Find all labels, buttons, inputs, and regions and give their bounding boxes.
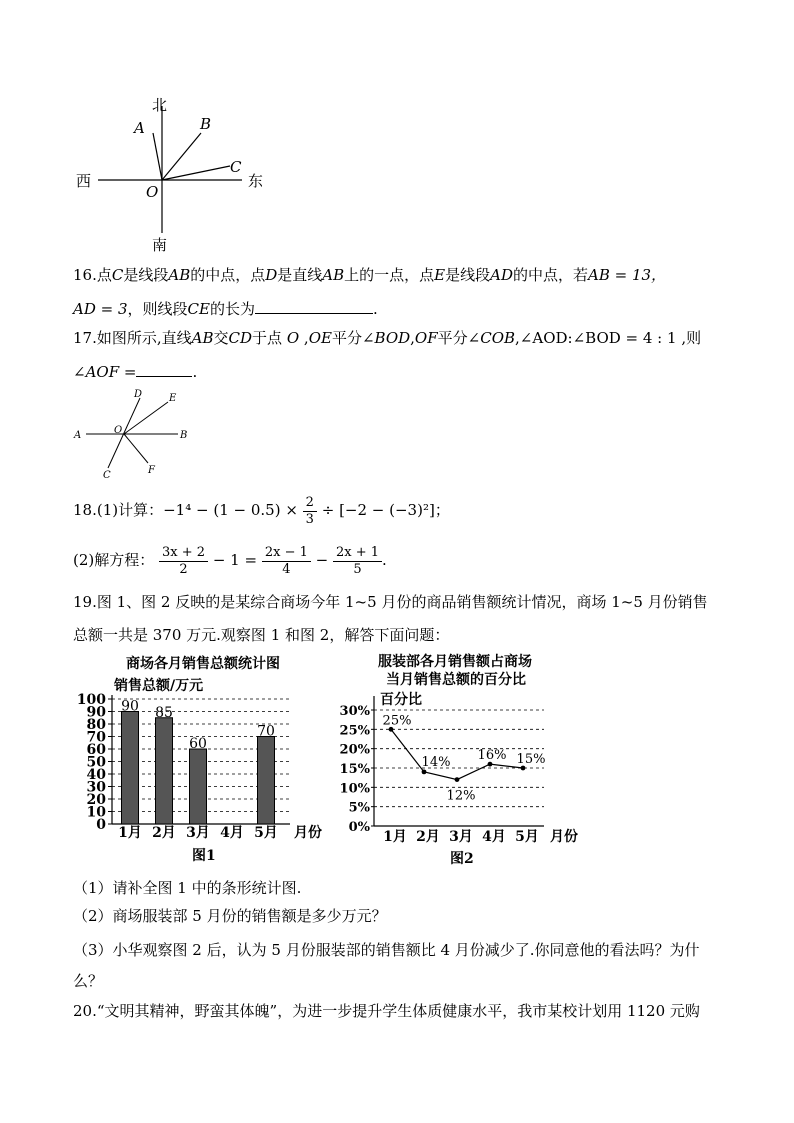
- chart1-data-label: 90: [121, 698, 139, 715]
- chart1-category-label: 5月: [254, 825, 278, 841]
- chart2-ytick-label: 20%: [339, 742, 370, 758]
- fig-label-f: F: [148, 465, 155, 476]
- line-chart-figure2: [338, 650, 598, 870]
- chart1-category-label: 1月: [118, 825, 142, 841]
- question-18-part2: (2)解方程： $\frac{3x + 2}{2}$ − 1 = $\frac{2x - 1}{4}$ − $\frac{2x + 1}{5}$ .: [73, 544, 387, 577]
- question-19-line2: 总额一共是 370 万元.观察图 1 和图 2，解答下面问题：: [73, 626, 450, 644]
- label-west: 西: [76, 172, 92, 190]
- chart2-category-label: 4月: [482, 829, 506, 845]
- chart1-data-label: 70: [257, 723, 275, 740]
- intersecting-lines-figure: [70, 386, 200, 481]
- chart2-category-label: 1月: [383, 829, 407, 845]
- chart1-ylabel: 销售总额/万元: [114, 678, 204, 694]
- question-18-part1: 18.(1)计算：−1⁴ − (1 − 0.5) × $\frac{2}{3}$ ÷ [−2 − (−3)²]；: [73, 494, 450, 527]
- chart1-bar: [190, 749, 207, 824]
- label-north: 北: [152, 96, 168, 114]
- chart1-ytick-label: 100: [76, 692, 106, 708]
- chart1-ytick-label: 0: [96, 817, 106, 833]
- question-17-line1: 17.如图所示,直线AB交CD于点 O ,OE平分∠BOD,OF平分∠COB,∠AOD:∠BOD = 4 : 1 ,则: [73, 329, 702, 347]
- fig-label-a: A: [74, 430, 82, 441]
- label-b: B: [200, 115, 212, 133]
- compass-figure: [60, 88, 290, 258]
- chart2-point: [422, 769, 427, 774]
- chart1-caption: 图1: [192, 848, 216, 864]
- chart1-ytick-label: 60: [86, 742, 106, 758]
- ray-of: [124, 434, 148, 463]
- line-cd: [108, 398, 140, 468]
- question-19-sub3-line1: （3）小华观察图 2 后，认为 5 月份服装部的销售额比 4 月份减少了.你同意他的看法吗？为什: [73, 941, 700, 959]
- question-17-line2: ∠AOF = .: [73, 360, 197, 383]
- chart2-subtitle: 当月销售总额的百分比: [386, 672, 526, 688]
- chart1-plot: [77, 692, 290, 841]
- fraction: $\frac{3x + 2}{2}$: [159, 545, 208, 578]
- chart2-data-label: 15%: [516, 752, 546, 767]
- chart2-point: [455, 777, 460, 782]
- chart2-plot: [340, 696, 546, 845]
- chart1-bar: [258, 737, 275, 825]
- chart1-data-label: 85: [155, 704, 173, 721]
- fig-label-o: O: [114, 425, 123, 436]
- chart1-title: 商场各月销售总额统计图: [126, 656, 280, 672]
- chart2-ytick-label: 0%: [348, 820, 370, 835]
- fig-label-b: B: [180, 430, 188, 441]
- chart1-ytick-label: 70: [86, 729, 106, 746]
- label-east: 东: [248, 172, 264, 190]
- chart2-ytick-label: 30%: [339, 704, 370, 719]
- chart2-ylabel: 百分比: [380, 692, 422, 708]
- label-south: 南: [152, 236, 168, 254]
- chart2-category-label: 2月: [416, 829, 440, 845]
- chart2-data-label: 25%: [382, 713, 412, 729]
- fraction: $\frac{2x + 1}{5}$: [333, 545, 382, 578]
- chart2-data-label: 14%: [421, 754, 451, 770]
- chart2-title: 服装部各月销售额占商场: [378, 654, 532, 670]
- chart1-ytick-label: 20: [86, 792, 106, 808]
- chart2-category-label: 3月: [449, 829, 473, 845]
- chart1-bar: [156, 718, 173, 824]
- chart1-ytick-label: 30: [86, 779, 106, 796]
- fig-label-c: C: [103, 470, 111, 481]
- label-o: O: [146, 183, 159, 201]
- fraction: $\frac{2x - 1}{4}$: [262, 545, 311, 578]
- chart1-ytick-label: 90: [86, 704, 106, 721]
- chart2-data-label: 16%: [477, 748, 507, 764]
- fig-label-d: D: [134, 389, 143, 400]
- answer-blank: [136, 360, 192, 377]
- question-19-sub1: （1）请补全图 1 中的条形统计图.: [73, 879, 302, 897]
- answer-blank: [255, 297, 373, 314]
- label-a: A: [134, 119, 145, 137]
- question-19-line1: 19.图 1、图 2 反映的是某综合商场今年 1~5 月份的商品销售额统计情况，商场 1~5 月份销售: [73, 593, 708, 611]
- ray-oa: [153, 133, 162, 180]
- fig-label-e: E: [169, 393, 177, 404]
- chart2-xlabel: 月份: [550, 829, 578, 845]
- bar-chart-figure1: [76, 650, 332, 870]
- question-16-line1: 16.点C是线段AB的中点，点D是直线AB上的一点，点E是线段AD的中点，若AB = 13，: [73, 266, 667, 284]
- question-16-line2: AD = 3，则线段CE的长为 .: [73, 297, 378, 320]
- chart1-ytick-label: 50: [86, 754, 106, 771]
- chart2-caption: 图2: [450, 851, 474, 867]
- chart2-category-label: 5月: [515, 829, 539, 845]
- chart1-bar: [122, 712, 139, 825]
- chart1-ytick-label: 80: [86, 717, 106, 733]
- chart1-category-label: 4月: [220, 825, 244, 841]
- chart2-ytick-label: 25%: [339, 723, 370, 739]
- chart1-category-label: 3月: [186, 825, 210, 841]
- chart2-ytick-label: 5%: [348, 800, 370, 816]
- chart1-category-label: 2月: [152, 825, 176, 841]
- chart2-data-label: 12%: [446, 788, 476, 804]
- fraction: $\frac{2}{3}$: [303, 495, 317, 528]
- label-c: C: [230, 158, 242, 176]
- question-20-line1: 20.“文明其精神，野蛮其体魄”，为进一步提升学生体质健康水平，我市某校计划用 1120 元购: [73, 1002, 700, 1020]
- chart2-ytick-label: 10%: [339, 781, 370, 797]
- chart1-ytick-label: 40: [86, 767, 106, 783]
- chart2-ytick-label: 15%: [339, 762, 370, 777]
- question-19-sub2: （2）商场服装部 5 月份的销售额是多少万元？: [73, 907, 387, 925]
- question-19-sub3-line2: 么？: [73, 972, 104, 990]
- chart1-xlabel: 月份: [294, 825, 322, 841]
- chart1-data-label: 60: [189, 736, 207, 752]
- chart1-ytick-label: 10: [86, 804, 106, 821]
